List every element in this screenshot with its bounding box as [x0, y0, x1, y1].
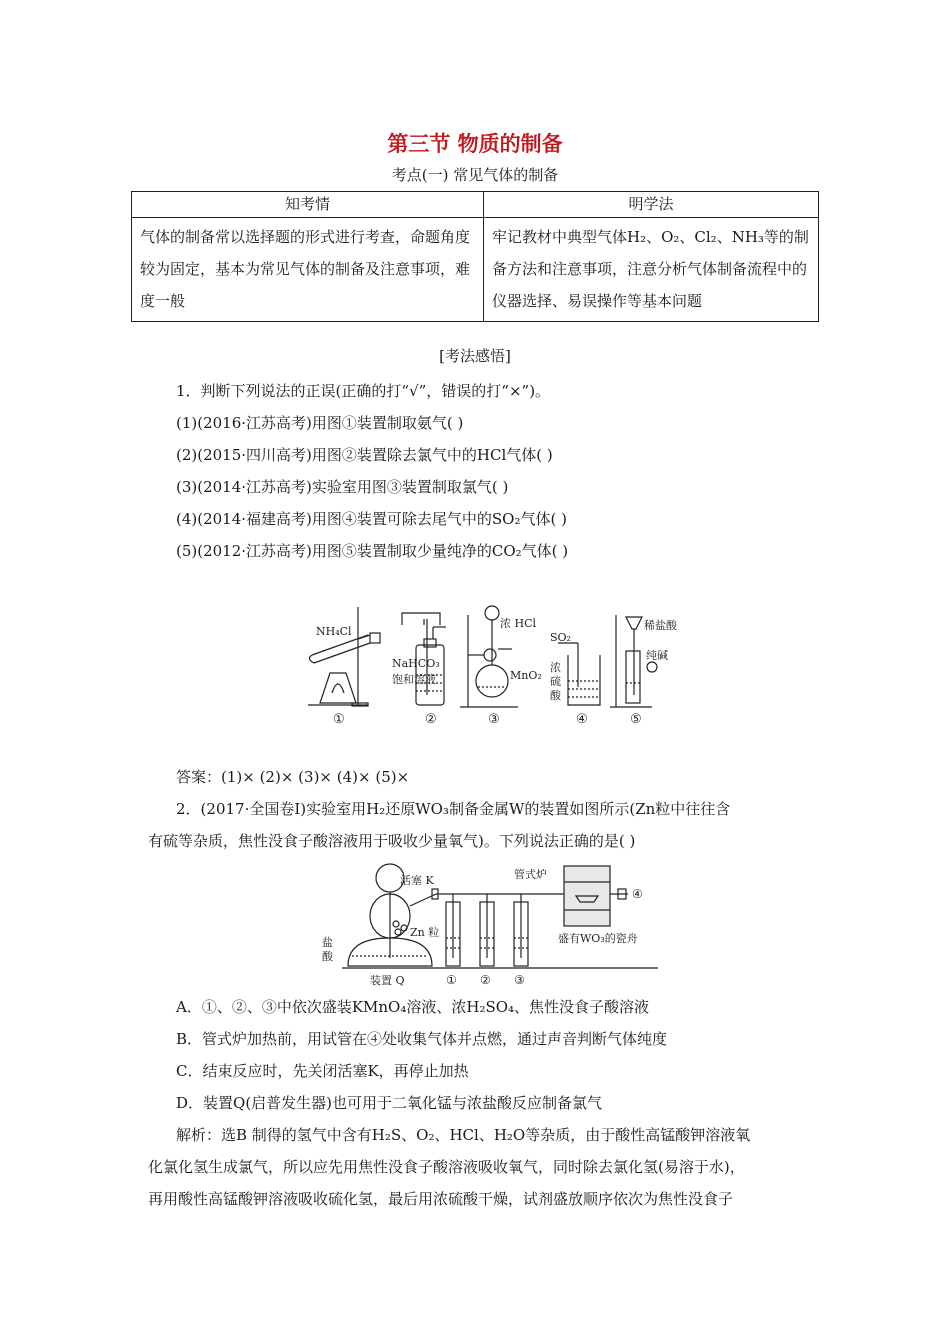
q1-item-3: (3)(2014·江苏高考)实验室用图③装置制取氯气( ): [176, 478, 509, 496]
q2-option-c: C．结束反应时，先关闭活塞K，再停止加热: [176, 1062, 469, 1080]
apparatus-label-3: ③: [488, 712, 500, 727]
dilute-hcl-label: 稀盐酸: [644, 619, 677, 632]
mno2-label: MnO₂: [510, 669, 542, 682]
hcl-label-1: 盐: [322, 936, 333, 949]
q1-item-2: (2)(2015·四川高考)用图②装置除去氯气中的HCl气体( ): [176, 446, 553, 464]
so2-label: SO₂: [550, 631, 571, 644]
washing-tubes: [446, 894, 546, 987]
info-table-cell-left: 气体的制备常以选择题的形式进行考查，命题角度较为固定，基本为常见气体的制备及注意事项，难度一般: [132, 218, 484, 322]
q2-analysis-line-2: 化氯化氢生成氯气，所以应先用焦性没食子酸溶液吸收氧气，同时除去氯化氢(易溶于水)，: [148, 1158, 745, 1176]
q1-item-4: (4)(2014·福建高考)用图④装置可除去尾气中的SO₂气体( ): [176, 510, 567, 528]
q2-option-a: A．①、②、③中依次盛装KMnO₄溶液、浓H₂SO₄、焦性没食子酸溶液: [176, 998, 650, 1016]
apparatus-4-beaker: [550, 631, 600, 727]
apparatus-3-chlorine: [460, 606, 542, 727]
q2-option-b: B．管式炉加热前，用试管在④处收集气体并点燃，通过声音判断气体纯度: [176, 1030, 668, 1048]
outlet-label: ④: [632, 887, 643, 901]
apparatus-label-5: ⑤: [630, 712, 642, 727]
info-table-cell-right: 牢记教材中典型气体H₂、O₂、Cl₂、NH₃等的制备方法和注意事项，注意分析气体制备流程中的仪器选择、易误操作等基本问题: [484, 218, 819, 322]
h2so4-label-3: 酸: [550, 689, 561, 702]
boat-label: 盛有WO₃的瓷舟: [558, 932, 638, 945]
q2-analysis-line-1: 解析：选B 制得的氢气中含有H₂S、O₂、HCl、H₂O等杂质，由于酸性高锰酸钾溶液氧: [176, 1126, 751, 1144]
nahco3-label: NaHCO₃: [392, 657, 440, 670]
q1-item-5: (5)(2012·江苏高考)用图⑤装置制取少量纯净的CO₂气体( ): [176, 542, 569, 560]
tube-label-1: ①: [446, 973, 457, 987]
furnace-label: 管式炉: [514, 868, 547, 881]
hcl-label-2: 酸: [322, 950, 333, 963]
h2so4-label-1: 浓: [550, 661, 561, 674]
valve-label: 活塞 K: [400, 874, 434, 887]
q1-apparatus-figure: [300, 595, 680, 730]
q1-answer: 答案：(1)× (2)× (3)× (4)× (5)×: [176, 768, 410, 786]
q2-apparatus-figure: [318, 858, 663, 988]
tube-label-2: ②: [480, 973, 491, 987]
tube-label-3: ③: [514, 973, 525, 987]
info-table-header-right: 明学法: [484, 192, 819, 218]
nh4cl-label: NH₄Cl: [316, 625, 352, 638]
q2-stem-line-2: 有硫等杂质，焦性没食子酸溶液用于吸收少量氧气)。下列说法正确的是( ): [148, 832, 636, 850]
info-table-header-left: 知考情: [132, 192, 484, 218]
zn-label: Zn 粒: [410, 926, 440, 939]
q1-stem: 1．判断下列说法的正误(正确的打“√”，错误的打“×”)。: [176, 382, 551, 400]
device-q-label: 装置 Q: [370, 974, 405, 987]
q2-analysis-line-3: 再用酸性高锰酸钾溶液吸收硫化氢，最后用浓硫酸干燥，试剂盛放顺序依次为焦性没食子: [148, 1190, 734, 1208]
apparatus-label-4: ④: [576, 712, 588, 727]
tube-furnace: [514, 866, 643, 945]
soda-label: 纯碱: [646, 649, 668, 662]
apparatus-label-1: ①: [333, 712, 345, 727]
page-title: 第三节 物质的制备: [387, 132, 563, 156]
section-label: [考法感悟]: [439, 347, 511, 365]
q1-item-1: (1)(2016·江苏高考)用图①装置制取氨气( ): [176, 414, 464, 432]
q2-stem-line-1: 2．(2017·全国卷Ⅰ)实验室用H₂还原WO₃制备金属W的装置如图所示(Zn粒中往往含: [176, 800, 731, 818]
info-table: [131, 191, 819, 322]
saturated-label: 饱和溶液: [392, 673, 436, 686]
apparatus-2-washing-bottle: [392, 613, 446, 727]
h2so4-label-2: 硫: [550, 675, 561, 688]
apparatus-5-co2: [610, 615, 678, 727]
q2-option-d: D．装置Q(启普发生器)也可用于二氧化锰与浓盐酸反应制备氯气: [176, 1094, 603, 1112]
apparatus-label-2: ②: [425, 712, 437, 727]
conc-hcl-label: 浓 HCl: [500, 617, 537, 630]
section-subtitle: 考点(一) 常见气体的制备: [391, 166, 559, 184]
apparatus-1-ammonia: [308, 607, 380, 727]
